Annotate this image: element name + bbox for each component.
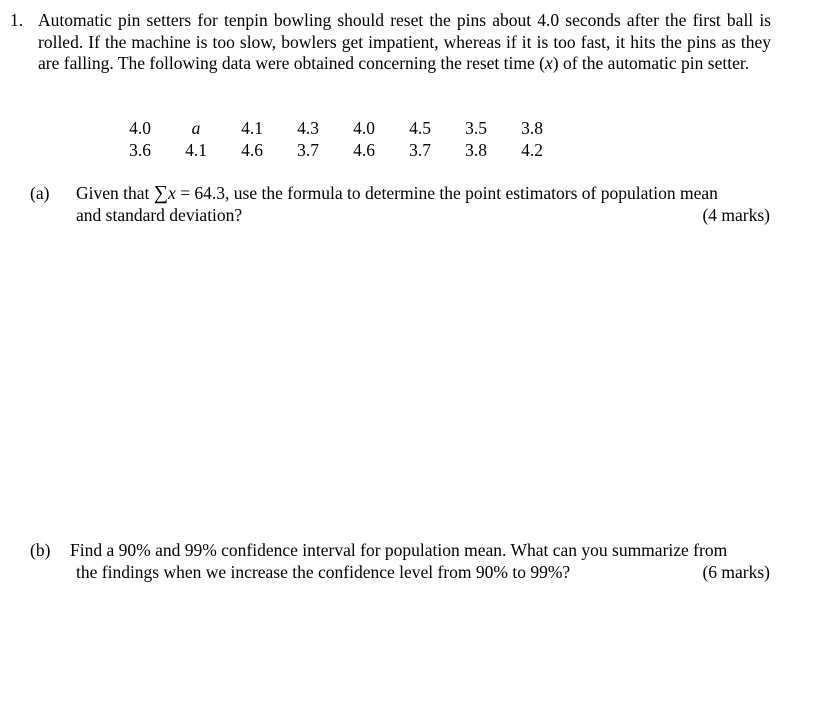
summation-symbol: ∑ (153, 182, 169, 204)
question-stem: Automatic pin setters for tenpin bowling should reset the pins about 4.0 seconds after the first ball is rolled. If the machine is too slow, bowlers get impatient, whereas if it is too fast, it hits the pins as they are falling. The following data were obtained concerning the reset time (x) of the automatic pin setter. (38, 10, 771, 74)
variable-x: x (168, 183, 176, 203)
part-b-text (70, 540, 770, 583)
data-cell: 4.2 (521, 140, 543, 160)
part-b-question: the findings when we increase the confidence level from 90% to 99%? (76, 561, 571, 582)
part-b-label: (b) (30, 540, 51, 560)
part-a-question: and standard deviation? (76, 204, 243, 225)
data-cell: 4.0 (353, 118, 375, 138)
part-a-label: (a) (30, 183, 50, 203)
data-cell: 4.6 (241, 140, 263, 160)
data-cell: 3.7 (297, 140, 319, 160)
data-cell: 3.6 (129, 140, 151, 160)
part-a-given: Given that (76, 183, 150, 203)
part-b-marks: (6 marks) (702, 561, 770, 582)
reset-time-data-table (112, 117, 560, 161)
stem-variable-x: x (544, 53, 553, 74)
data-cell: 3.8 (521, 118, 543, 138)
data-cell: 4.1 (241, 118, 263, 138)
data-cell: 4.6 (353, 140, 375, 160)
data-cell: a (191, 118, 201, 138)
data-cell: 3.8 (465, 140, 487, 160)
question-number: 1. (10, 10, 24, 30)
data-cell: 3.5 (465, 118, 487, 138)
data-cell: 4.1 (185, 140, 207, 160)
data-row-1 (112, 117, 560, 139)
data-cell: 4.0 (129, 118, 151, 138)
data-cell: 3.7 (409, 140, 431, 160)
data-cell: 4.5 (409, 118, 431, 138)
part-b-line-1: Find a 90% and 99% confidence interval for population mean. What can you summarize from (70, 540, 728, 560)
part-a-line-2 (76, 205, 770, 227)
part-a-marks: (4 marks) (702, 204, 770, 225)
data-cell: 4.3 (297, 118, 319, 138)
part-a-line-1-rest: = 64.3, use the formula to determine the point estimators of population mean (175, 183, 718, 203)
data-row-2 (112, 139, 560, 161)
part-a-text (76, 183, 770, 226)
part-b-line-2 (70, 562, 770, 584)
part-a-line-1 (76, 183, 770, 205)
